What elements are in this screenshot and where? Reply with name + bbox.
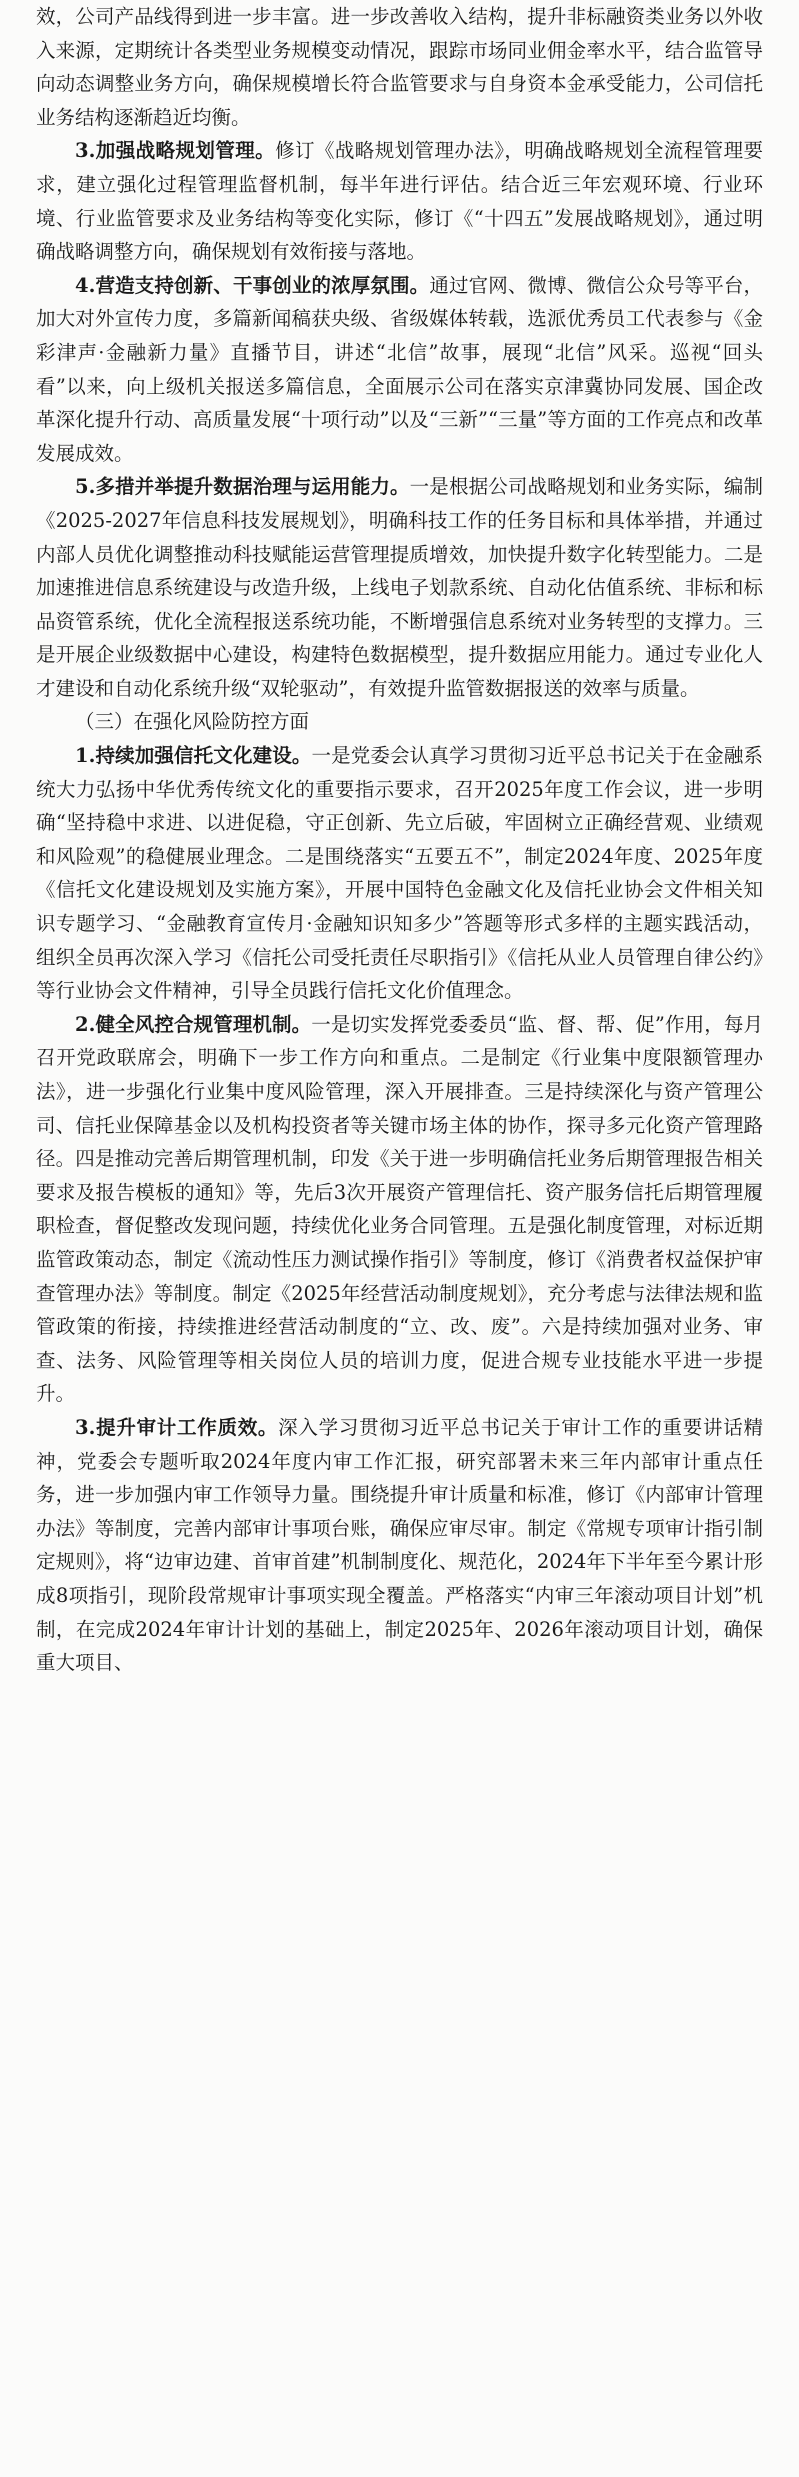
paragraph-lead: 3.提升审计工作质效。 bbox=[75, 1415, 279, 1439]
paragraph-text: 深入学习贯彻习近平总书记关于审计工作的重要讲话精神，党委会专题听取2024年度内审工作汇报，研究部署未来三年内部审计重点任务，进一步加强内审工作领导力量。围绕提升审计质量和标准，修订《内部审计管理办法》等制度，完善内部审计事项台账，确保应审尽审。制定《常规专项审计指引制定规则》，将“边审边建、首审首建”机制制度化、规范化，2024年下半年至今累计形成8项指引，现阶段常规审计事项实现全覆盖。严格落实“内审三年滚动项目计划”机制，在完成2024年审计计划的基础上，制定2025年、2026年滚动项目计划，确保重大项目、 bbox=[36, 1415, 763, 1675]
paragraph-text: 通过官网、微博、微信公众号等平台，加大对外宣传力度，多篇新闻稿获央级、省级媒体转载，选派优秀员工代表参与《金彩津声·金融新力量》直播节目，讲述“北信”故事，展现“北信”风采。巡视“回头看”以来，向上级机关报送多篇信息，全面展示公司在落实京津冀协同发展、国企改革深化提升行动、高质量发展“十项行动”以及“三新”“三量”等方面的工作亮点和改革发展成效。 bbox=[36, 273, 763, 465]
paragraph-trust-culture bbox=[36, 739, 763, 1008]
paragraph-lead: 3.加强战略规划管理。 bbox=[75, 139, 276, 163]
paragraph-income-structure bbox=[36, 0, 763, 134]
paragraph-strategy-planning bbox=[36, 134, 763, 268]
paragraph-text: 效，公司产品线得到进一步丰富。进一步改善收入结构，提升非标融资类业务以外收入来源，定期统计各类型业务规模变动情况，跟踪市场同业佣金率水平，结合监管导向动态调整业务方向，确保规模增长符合监管要求与自身资本金承受能力，公司信托业务结构逐渐趋近均衡。 bbox=[36, 5, 763, 129]
paragraph-text: 一是党委会认真学习贯彻习近平总书记关于在金融系统大力弘扬中华优秀传统文化的重要指示要求，召开2025年度工作会议，进一步明确“坚持稳中求进、以进促稳，守正创新、先立后破，牢固树立正确经营观、业绩观和风险观”的稳健展业理念。二是围绕落实“五要五不”，制定2024年度、2025年度《信托文化建设规划及实施方案》，开展中国特色金融文化及信托业协会文件相关知识专题学习、“金融教育宣传月·金融知识知多少”答题等形式多样的主题实践活动，组织全员再次深入学习《信托公司受托责任尽职指引》《信托从业人员管理自律公约》等行业协会文件精神，引导全员践行信托文化价值理念。 bbox=[36, 744, 763, 1003]
paragraph-text: 一是切实发挥党委委员“监、督、帮、促”作用，每月召开党政联席会，明确下一步工作方向和重点。二是制定《行业集中度限额管理办法》，进一步强化行业集中度风险管理，深入开展排查。三是持续深化与资产管理公司、信托业保障基金以及机构投资者等关键市场主体的协作，探寻多元化资产管理路径。四是推动完善后期管理机制，印发《关于进一步明确信托业务后期管理报告相关要求及报告模板的通知》等，先后3次开展资产管理信托、资产服务信托后期管理履职检查，督促整改发现问题，持续优化业务合同管理。五是强化制度管理，对标近期监管政策动态，制定《流动性压力测试操作指引》等制度，修订《消费者权益保护审查管理办法》等制度。制定《2025年经营活动制度规划》，充分考虑与法律法规和监管政策的衔接，持续推进经营活动制度的“立、改、废”。六是持续加强对业务、审查、法务、风险管理等相关岗位人员的培训力度，促进合规专业技能水平进一步提升。 bbox=[36, 1012, 763, 1406]
paragraph-text: 修订《战略规划管理办法》，明确战略规划全流程管理要求，建立强化过程管理监督机制，每半年进行评估。结合近三年宏观环境、行业环境、行业监管要求及业务结构等变化实际，修订《“十四五”发展战略规划》，通过明确战略调整方向，确保规划有效衔接与落地。 bbox=[36, 139, 763, 264]
paragraph-audit bbox=[36, 1411, 763, 1680]
paragraph-lead: 1.持续加强信托文化建设。 bbox=[75, 744, 312, 768]
paragraph-lead: 2.健全风控合规管理机制。 bbox=[75, 1012, 312, 1036]
paragraph-lead: 5.多措并举提升数据治理与运用能力。 bbox=[75, 475, 410, 499]
paragraph-data-governance bbox=[36, 470, 763, 705]
paragraph-lead: 4.营造支持创新、干事创业的浓厚氛围。 bbox=[75, 273, 430, 297]
paragraph-risk-control bbox=[36, 1008, 763, 1411]
paragraph-text: 一是根据公司战略规划和业务实际，编制《2025-2027年信息科技发展规划》，明确科技工作的任务目标和具体举措，并通过内部人员优化调整推动科技赋能运营管理提质增效，加快提升数字化转型能力。二是加速推进信息系统建设与改造升级，上线电子划款系统、自动化估值系统、非标和标品资管系统，优化全流程报送系统功能，不断增强信息系统对业务转型的支撑力。三是开展企业级数据中心建设，构建特色数据模型，提升数据应用能力。通过专业化人才建设和自动化系统升级“双轮驱动”，有效提升监管数据报送的效率与质量。 bbox=[36, 475, 763, 700]
section-heading: （三）在强化风险防控方面 bbox=[75, 710, 310, 734]
paragraph-innovation bbox=[36, 269, 763, 471]
